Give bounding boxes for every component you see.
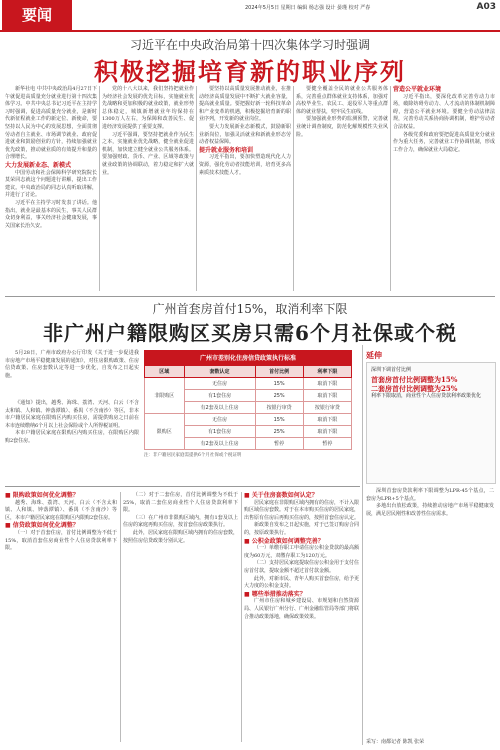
article2-intro [5, 350, 139, 398]
sidebar-paragraph: 多地出台放松政策，持续推动房地产市场平稳健康发展，满足居民刚性和改善性住房需求。 [366, 503, 494, 517]
article2-paragraph: （一）单缴存职工申请住房公积金贷款的最高额度为60万元，双缴存职工为120万元。 [244, 545, 360, 559]
article2-paragraph: 居民家庭在非限购区域内拥有的住房，不计入限购区域住房套数。对于在本市购买住房的居民家庭，出售原有住房后再购买住房的，按照首套住房认定。 [244, 499, 360, 521]
policy-table [144, 365, 352, 450]
article1-paragraph: 党的十八大以来，我们坚持把就业作为经济社会发展的优先目标，实施就业优先战略和更加积极的就业政策，就业形势总体稳定，城镇新增就业年均保持在1300万人左右，为保障和改善民生、促进经济发展提供了重要支撑。 [102, 86, 194, 130]
policy-table-title: 广州市差别化住房信贷政策执行标准 [144, 350, 352, 365]
table-cell: 限购区 [145, 414, 185, 450]
table-cell: 无住房 [184, 414, 255, 426]
article2-paragraph: （一）对于首套住房，首付比例调整为不低于15%，取消首套住房商业性个人住房贷款利率下限。 [5, 529, 117, 552]
article2-intro-text: 5月28日，广州市政府办公厅印发《关于进一步促进我市房地产市场平稳健康发展的通知》，对住房限购政策、住房信贷政策、住房套数认定等进一步优化，自发布之日起实施。 [5, 350, 139, 379]
sidebar-highlight: 首套房首付比例调整为15% [371, 374, 458, 384]
table-cell: 取消下限 [303, 390, 351, 402]
article1-column-4 [296, 86, 388, 291]
article1-paragraph: 中国劳动和社会保障科学研究院院长莫荣同志就这个问题进行讲解，提出工作建议。中央政治局的同志认真听取讲解，并进行了讨论。 [5, 169, 97, 199]
column-divider [196, 86, 197, 291]
article2-headline: 非广州户籍限购区买房只需6个月社保或个税 [43, 321, 457, 345]
article1-column-2 [102, 86, 194, 291]
header-meta: 2024年5月5日 星期日 编辑 杨志强 设计 晏瑾 校对 严春 [245, 5, 371, 11]
policy-table-note: 注：非户籍居民家庭需提供6个月社保或个税证明 [144, 453, 242, 458]
article2-subhead-3: ■ 关于住房套数如何认定？ [244, 492, 318, 499]
table-cell: 有1套住房 [184, 390, 255, 402]
article1-paragraph: 要健全覆盖全民的就业公共服务体系，完善重点群体就业支持体系，加强对高校毕业生、农民工、退役军人等重点群体的就业帮扶，兜牢民生底线。 [296, 86, 388, 115]
column-divider [241, 492, 242, 742]
article2-paragraph: （二）对于二套住房，首付比例调整为不低于25%，取消二套住房商业性个人住房贷款利率下限。 [123, 492, 238, 514]
section-divider [5, 296, 495, 297]
section-title: 要闻 [2, 0, 72, 30]
table-cell: 暂停 [255, 438, 303, 450]
table-cell: 25% [255, 426, 303, 438]
table-cell: 按银行审贷 [303, 402, 351, 414]
sidebar-divider [362, 345, 363, 745]
editors-credit: 采写：南都记者 陈凯 张荣 [366, 739, 425, 745]
article1-paragraph: 习近平指出，要深化改革完善劳动力市场，破除妨碍劳动力、人才流动的体制机制障碍，营造公平就业环境。要健全劳动法律法规，完善劳动关系协商协调机制，维护劳动者合法权益。 [393, 93, 495, 130]
article1-subhead-1: 大力发展新业态、新模式 [5, 161, 72, 169]
table-cell: 有2套及以上住房 [184, 438, 255, 450]
table-header: 首付比例 [255, 366, 303, 378]
article2-paragraph: 本市户籍居民家庭在限购区内购买住房，在限购区内限购2套住房。 [5, 430, 139, 444]
table-cell: 有2套及以上住房 [184, 402, 255, 414]
article2-paragraph: 此外，对新市民、青年人购买首套住房，给予更大力度的公积金支持。 [244, 575, 360, 590]
article2-paragraph: 新政策自发布之日起实施，对于已签订购房合同的，按原政策执行。 [244, 522, 360, 536]
article1-paragraph: 各级党委和政府要把促进高质量充分就业作为重大任务，完善就业工作协调机制，形成工作合力，确保就业大局稳定。 [393, 131, 495, 153]
table-cell: 25% [255, 390, 303, 402]
table-header: 利率下限 [303, 366, 351, 378]
policy-table-block [144, 350, 352, 458]
article2-paragraph: 越秀、海珠、荔湾、天河、白云（不含太和镇、人和镇、钟落潭镇）、番禺（不含南沙）等区，本市户籍居民家庭在限购区内限购2套住房。 [5, 499, 117, 521]
article1-column-3 [199, 86, 291, 291]
article2-subhead-1: ■ 限购政策如何优化调整？ [5, 492, 79, 499]
column-divider [99, 86, 100, 291]
table-cell: 有1套住房 [184, 426, 255, 438]
table-cell: 非限购区 [145, 378, 185, 414]
article2-kicker: 广州首套房首付15%，取消利率下限 [152, 302, 348, 316]
table-cell: 暂停 [303, 438, 351, 450]
table-cell: 15% [255, 414, 303, 426]
article1-kicker: 习近平在中央政治局第十四次集体学习时强调 [129, 38, 370, 52]
table-cell: 取消下限 [303, 414, 351, 426]
article1-subhead-3: 营造公平就业环境 [393, 86, 442, 93]
article1-column-1 [5, 86, 97, 291]
article1-paragraph: 要加强就业形势的监测预警，完善就业统计调查制度，防范化解规模性失业风险。 [296, 116, 388, 138]
article2-subhead-4: ■ 公积金政策如何调整完善？ [244, 537, 324, 545]
table-cell: 无住房 [184, 378, 255, 390]
article2-subhead-5: ■ 哪些举措推动落实？ [244, 590, 306, 598]
sidebar-paragraph: 深圳首套房贷款利率下限调整为LPR-45个基点，二套房为LPR+5个基点。 [366, 488, 494, 502]
table-cell: 按银行审贷 [255, 402, 303, 414]
table-cell: 取消下限 [303, 426, 351, 438]
article2-column-1 [5, 492, 117, 742]
table-header: 区域 [145, 366, 185, 378]
article1-paragraph: 习近平强调，要坚持把就业作为民生之本，实施就业优先战略，健全就业促进机制，加快建立健全就业公共服务体系。要加强财政、货币、产业、区域等政策与就业政策的协调联动，着力稳定和扩大就业。 [102, 131, 194, 176]
article1-paragraph: 习近平在主持学习时发表了讲话。他指出，就业是最基本的民生，事关人民群众切身利益，事关经济社会健康发展，事关国家长治久安。 [5, 199, 97, 229]
column-divider [293, 86, 294, 291]
article2-subhead-2: ■ 信贷政策如何优化调整？ [5, 522, 79, 530]
article2-paragraph: 《通知》提出，越秀、海珠、荔湾、天河、白云（不含太和镇、人和镇、钟落潭镇）、番禺（不含南沙）等区，非本市户籍居民家庭在限购区内购买住房，需提供购房之日前在本市连续缴纳6个月以上社会保险或个人所得税证明。 [5, 400, 139, 429]
article1-headline: 积极挖掘培育新的职业序列 [94, 57, 406, 86]
article1-paragraph: 要大力发展新业态新模式，鼓励新职业新岗位，加强灵活就业和新就业形态劳动者权益保障。 [199, 123, 291, 146]
table-cell: 取消下限 [303, 378, 351, 390]
article1-subhead-2: 提升就业服务和培训 [199, 146, 254, 154]
sidebar-line: 深圳下调首付比例 [371, 367, 412, 373]
article1-paragraph: 要坚持以高质量发展推动就业，在推动经济高质量发展中不断扩大就业容量，提高就业质量。要把握好新一轮科技革命和产业变革的机遇，积极挖掘培育新的职业序列，开发新的就业岗位。 [199, 86, 291, 123]
article2-column-1a [5, 400, 139, 444]
article2-paragraph: （二）支持居民家庭提取住房公积金用于支付住房首付款，提取金额不超过首付款金额。 [244, 560, 360, 574]
article2-paragraph: 此外，居民家庭在限购区域内拥有的住房套数，按照住房信贷政策分别认定。 [123, 529, 239, 544]
article1-column-5 [393, 86, 495, 291]
article2-column-3 [244, 492, 359, 742]
table-row [145, 378, 352, 390]
article1-paragraph: 习近平指出，要加快塑造现代化人力资源，强化劳动者技能培训，培育更多高素质技术技能人才。 [199, 154, 291, 176]
column-divider [120, 492, 121, 742]
sidebar-line: 利率下限取消，商业性个人住房贷款利率政策优化 [371, 392, 482, 399]
table-header: 套数认定 [184, 366, 255, 378]
sidebar-highlight: 二套房首付比例调整为25% [371, 383, 458, 393]
sidebar-label: 延伸 [366, 351, 382, 360]
article1-paragraph: 新华社电 中共中央政治局4月27日下午就促进高质量充分就业进行第十四次集体学习。中共中央总书记习近平在主持学习时强调，促进高质量充分就业，是新时代新征程就业工作的新定位、新使命，要坚持以人民为中心的发展思想，全面贯彻劳动者自主就业、市场调节就业、政府促进就业和鼓励创业的方针，持续加强就业优先政策，推动就业质的有效提升和量的合理增长。 [5, 86, 97, 161]
page-number: A03 [476, 2, 496, 12]
article2-column-2 [123, 492, 238, 742]
sidebar-box [366, 362, 496, 484]
section-divider [5, 486, 360, 487]
sidebar-column [366, 488, 494, 733]
article2-paragraph: （三）在广州市非限购区域内，拥有1套及以上住房的家庭再购买住房，按首套住房政策执行。 [123, 514, 238, 529]
page-header [0, 0, 500, 32]
article2-paragraph: 广州市住房和城乡建设局、市规划和自然资源局、人民银行广州分行、广州金融监管局等部门将联合推动政策落地，确保政策效果。 [244, 598, 360, 620]
column-divider [390, 86, 391, 291]
table-row [145, 414, 352, 426]
table-cell: 15% [255, 378, 303, 390]
